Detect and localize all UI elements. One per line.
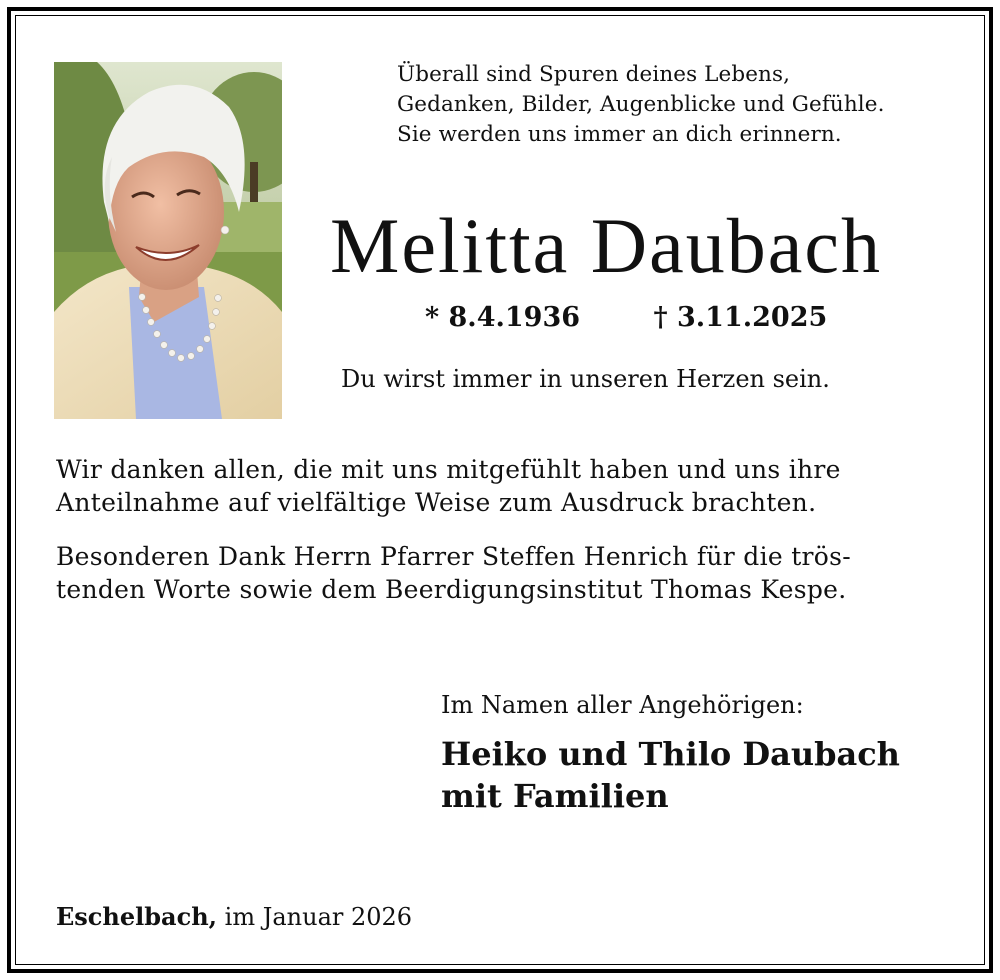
birth-date: * 8.4.1936: [425, 302, 581, 333]
quote-line: Sie werden uns immer an dich erinnern.: [397, 122, 842, 147]
portrait-photo: [54, 62, 282, 419]
deceased-name: Melitta Daubach: [330, 202, 882, 289]
month-year: im Januar 2026: [224, 903, 413, 931]
paragraph-line: Besonderen Dank Herrn Pfarrer Steffen Henrich für die trös-: [56, 542, 852, 571]
paragraph-line: tenden Worte sowie dem Beerdigungsinstitut Thomas Kespe.: [56, 575, 847, 604]
death-date: † 3.11.2025: [653, 302, 828, 333]
signer-line: Heiko und Thilo Daubach: [441, 735, 900, 773]
paragraph-line: Anteilnahme auf vielfältige Weise zum Ausdruck brachten.: [56, 488, 817, 517]
remembrance-line: Du wirst immer in unseren Herzen sein.: [341, 365, 830, 393]
place-and-date: [56, 900, 412, 934]
life-dates: [425, 300, 827, 336]
town: Eschelbach,: [56, 902, 218, 931]
signers: [441, 733, 900, 817]
signer-line: mit Familien: [441, 777, 669, 815]
quote-line: Überall sind Spuren deines Lebens,: [397, 62, 791, 87]
memorial-quote: [397, 60, 967, 150]
special-thanks-paragraph: [56, 540, 956, 606]
paragraph-line: Wir danken allen, die mit uns mitgefühlt haben und uns ihre: [56, 455, 841, 484]
signature-intro: Im Namen aller Angehörigen:: [441, 691, 804, 719]
thanks-paragraph: [56, 453, 956, 519]
quote-line: Gedanken, Bilder, Augenblicke und Gefühle.: [397, 92, 885, 117]
